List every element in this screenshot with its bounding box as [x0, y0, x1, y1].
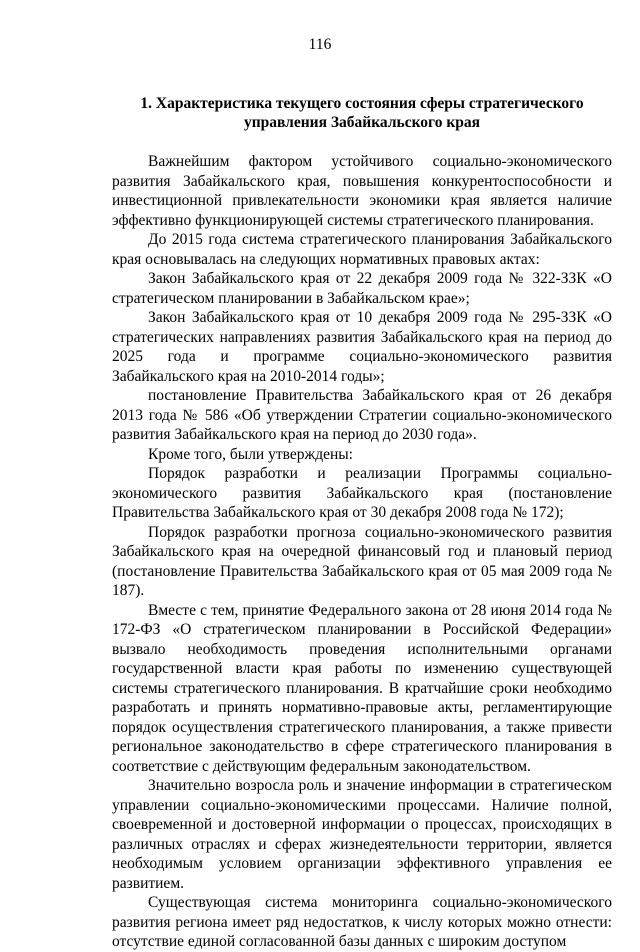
paragraph: Существующая система мониторинга социально-экономического развития региона имеет ряд недостатков, к числу которых можно отнести: отсутствие единой согласованной базы данных с широким доступом — [112, 894, 612, 950]
paragraph: Значительно возросла роль и значение информации в стратегическом управлении социально-экономическими процессами. Наличие полной, своевременной и достоверной информации о процессах, происходящих в различных отраслях и сферах жизнедеятельности территории, является необходимым условием организации эффективного управления ее развитием. — [112, 777, 612, 892]
paragraph: Порядок разработки прогноза социально-экономического развития Забайкальского края на очередной финансовый год и плановый период (постановление Правительства Забайкальского края от 05 мая 2009 года № 187). — [112, 523, 612, 599]
paragraph: Закон Забайкальского края от 22 декабря 2009 года № 322-ЗЗК «О стратегическом планировании в Забайкальском крае»; — [112, 270, 612, 307]
paragraph: До 2015 года система стратегического планирования Забайкальского края основывалась на следующих нормативных правовых актах: — [112, 231, 612, 268]
page-number: 116 — [308, 36, 332, 53]
paragraph: постановление Правительства Забайкальского края от 26 декабря 2013 года № 586 «Об утверждении Стратегии социально-экономического развития Забайкальского края на период до 2030 года». — [112, 387, 612, 443]
paragraph: Важнейшим фактором устойчивого социально-экономического развития Забайкальского края, повышения конкурентоспособности и инвестиционной привлекательности экономики края является наличие эффективно функционирующей системы стратегического планирования. — [112, 153, 612, 229]
paragraph: Закон Забайкальского края от 10 декабря 2009 года № 295-ЗЗК «О стратегических направлениях развития Забайкальского края на период до 2025 года и программе социально-экономического развития Забайкальского края на 2010-2014 годы»; — [112, 309, 612, 385]
section-heading: 1. Характеристика текущего состояния сферы стратегического управления Забайкальского края — [140, 95, 584, 131]
document-body — [112, 152, 612, 952]
paragraph: Кроме того, были утверждены: — [148, 445, 353, 463]
paragraph: Порядок разработки и реализации Программы социально-экономического развития Забайкальского края (постановление Правительства Забайкальского края от 30 декабря 2008 года № 172); — [112, 465, 612, 521]
paragraph: Вместе с тем, принятие Федерального закона от 28 июня 2014 года № 172-ФЗ «О стратегическом планировании в Российской Федерации» вызвало необходимость проведения исполнительными органами государственной власти края работы по изменению существующей системы стратегического планирования. В кратчайшие сроки необходимо разработать и принять нормативно-правовые акты, регламентирующие порядок осуществления стратегического планирования, а также привести региональное законодательство в сфере стратегического планирования в соответствие с действующим федеральным законодательством. — [112, 601, 612, 775]
